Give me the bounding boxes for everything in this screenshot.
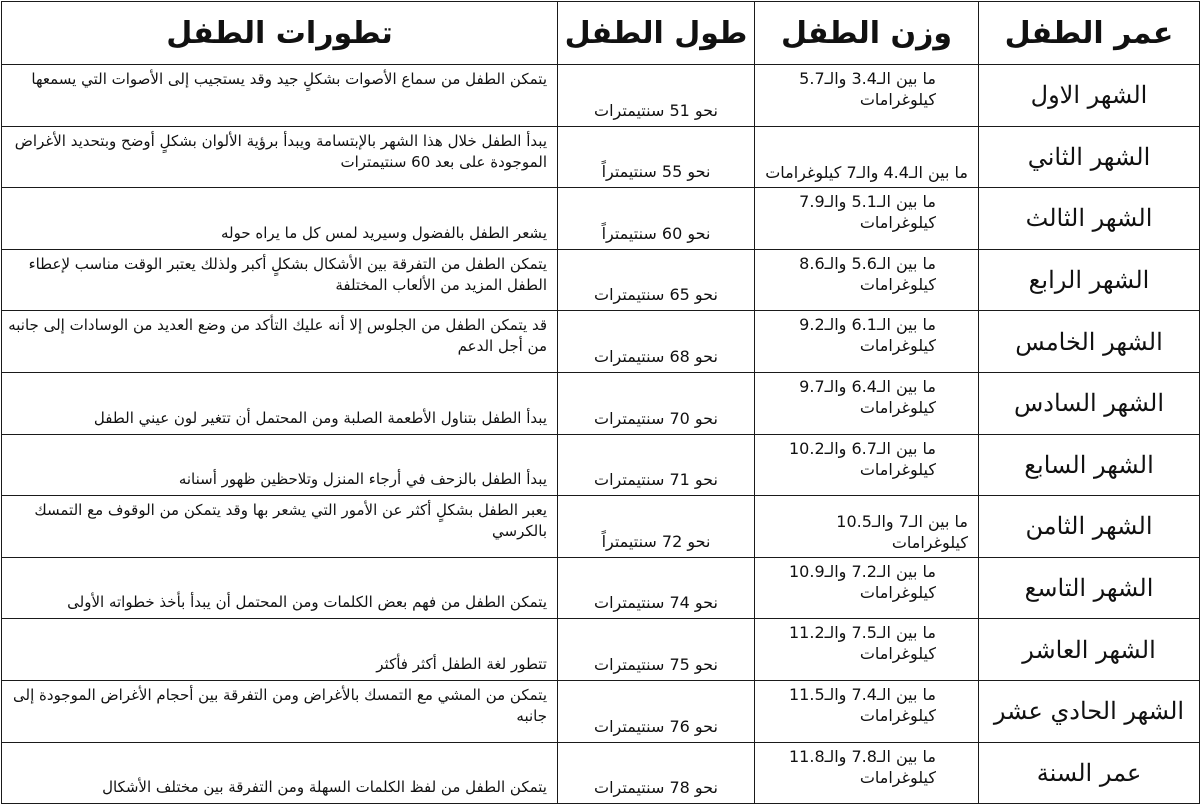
- table-row: [2, 434, 1200, 496]
- table-row: [2, 680, 1200, 742]
- cell-height: نحو 75 سنتيمترات: [558, 619, 755, 681]
- header-height: طول الطفل: [558, 2, 755, 65]
- cell-age: الشهر الرابع: [979, 249, 1200, 311]
- table-row: [2, 311, 1200, 373]
- header-weight: وزن الطفل: [755, 2, 979, 65]
- cell-development: قد يتمكن الطفل من الجلوس إلا أنه عليك التأكد من وضع العديد من الوسادات إلى جانبه من أجل الدعم: [2, 311, 558, 373]
- table-row: [2, 619, 1200, 681]
- header-age: عمر الطفل: [979, 2, 1200, 65]
- cell-height: نحو 55 سنتيمتراً: [558, 126, 755, 188]
- cell-age: الشهر الخامس: [979, 311, 1200, 373]
- cell-weight: ما بين الـ5.1 والـ7.9 كيلوغرامات: [755, 188, 979, 250]
- cell-weight: ما بين الـ5.6 والـ8.6 كيلوغرامات: [755, 249, 979, 311]
- cell-age: الشهر الثامن: [979, 496, 1200, 558]
- header-row: [2, 2, 1200, 65]
- table-row: [2, 188, 1200, 250]
- cell-weight: ما بين الـ7 والـ10.5 كيلوغرامات: [755, 496, 979, 558]
- table-row: [2, 126, 1200, 188]
- growth-table-sheet: [0, 1, 1200, 798]
- table-row: [2, 742, 1200, 804]
- table-row: [2, 557, 1200, 619]
- baby-growth-table: [1, 1, 1200, 804]
- cell-weight: ما بين الـ7.4 والـ11.5 كيلوغرامات: [755, 680, 979, 742]
- cell-weight: ما بين الـ6.1 والـ9.2 كيلوغرامات: [755, 311, 979, 373]
- cell-age: الشهر العاشر: [979, 619, 1200, 681]
- cell-weight: ما بين الـ6.7 والـ10.2 كيلوغرامات: [755, 434, 979, 496]
- cell-age: الشهر التاسع: [979, 557, 1200, 619]
- header-development: تطورات الطفل: [2, 2, 558, 65]
- cell-development: يتمكن الطفل من فهم بعض الكلمات ومن المحتمل أن يبدأ بأخذ خطواته الأولى: [2, 557, 558, 619]
- cell-height: نحو 76 سنتيمترات: [558, 680, 755, 742]
- cell-weight: ما بين الـ3.4 والـ5.7 كيلوغرامات: [755, 65, 979, 127]
- cell-age: عمر السنة: [979, 742, 1200, 804]
- cell-height: نحو 68 سنتيمترات: [558, 311, 755, 373]
- cell-height: نحو 51 سنتيمترات: [558, 65, 755, 127]
- table-row: [2, 65, 1200, 127]
- cell-development: يتمكن الطفل من سماع الأصوات بشكلٍ جيد وقد يستجيب إلى الأصوات التي يسمعها: [2, 65, 558, 127]
- cell-age: الشهر الحادي عشر: [979, 680, 1200, 742]
- cell-age: الشهر السابع: [979, 434, 1200, 496]
- cell-height: نحو 65 سنتيمترات: [558, 249, 755, 311]
- cell-development: يشعر الطفل بالفضول وسيريد لمس كل ما يراه حوله: [2, 188, 558, 250]
- cell-age: الشهر الثالث: [979, 188, 1200, 250]
- cell-development: يعبر الطفل بشكلٍ أكثر عن الأمور التي يشعر بها وقد يتمكن من الوقوف مع التمسك بالكرسي: [2, 496, 558, 558]
- cell-weight: ما بين الـ6.4 والـ9.7 كيلوغرامات: [755, 372, 979, 434]
- table-row: [2, 372, 1200, 434]
- cell-development: يبدأ الطفل خلال هذا الشهر بالإبتسامة ويبدأ برؤية الألوان بشكلٍ أوضح وبتحديد الأغراض الموجودة على بعد 60 سنتيمترات: [2, 126, 558, 188]
- cell-weight: ما بين الـ7.8 والـ11.8 كيلوغرامات: [755, 742, 979, 804]
- cell-development: يتمكن الطفل من التفرقة بين الأشكال بشكلٍ أكبر ولذلك يعتبر الوقت مناسب لإعطاء الطفل المزيد من الألعاب المختلفة: [2, 249, 558, 311]
- cell-development: يبدأ الطفل بالزحف في أرجاء المنزل وتلاحظين ظهور أسنانه: [2, 434, 558, 496]
- cell-development: يتمكن من المشي مع التمسك بالأغراض ومن التفرقة بين أحجام الأغراض الموجودة إلى جانبه: [2, 680, 558, 742]
- cell-development: يتمكن الطفل من لفظ الكلمات السهلة ومن التفرقة بين مختلف الأشكال: [2, 742, 558, 804]
- cell-age: الشهر الاول: [979, 65, 1200, 127]
- cell-development: يبدأ الطفل بتناول الأطعمة الصلبة ومن المحتمل أن تتغير لون عيني الطفل: [2, 372, 558, 434]
- cell-height: نحو 74 سنتيمترات: [558, 557, 755, 619]
- cell-height: نحو 60 سنتيمتراً: [558, 188, 755, 250]
- cell-weight: ما بين الـ4.4 والـ7 كيلوغرامات: [755, 126, 979, 188]
- cell-development: تتطور لغة الطفل أكثر فأكثر: [2, 619, 558, 681]
- table-row: [2, 496, 1200, 558]
- table-row: [2, 249, 1200, 311]
- cell-weight: ما بين الـ7.2 والـ10.9 كيلوغرامات: [755, 557, 979, 619]
- cell-height: نحو 70 سنتيمترات: [558, 372, 755, 434]
- cell-age: الشهر السادس: [979, 372, 1200, 434]
- cell-age: الشهر الثاني: [979, 126, 1200, 188]
- cell-height: نحو 78 سنتيمترات: [558, 742, 755, 804]
- cell-weight: ما بين الـ7.5 والـ11.2 كيلوغرامات: [755, 619, 979, 681]
- cell-height: نحو 71 سنتيمترات: [558, 434, 755, 496]
- cell-height: نحو 72 سنتيمتراً: [558, 496, 755, 558]
